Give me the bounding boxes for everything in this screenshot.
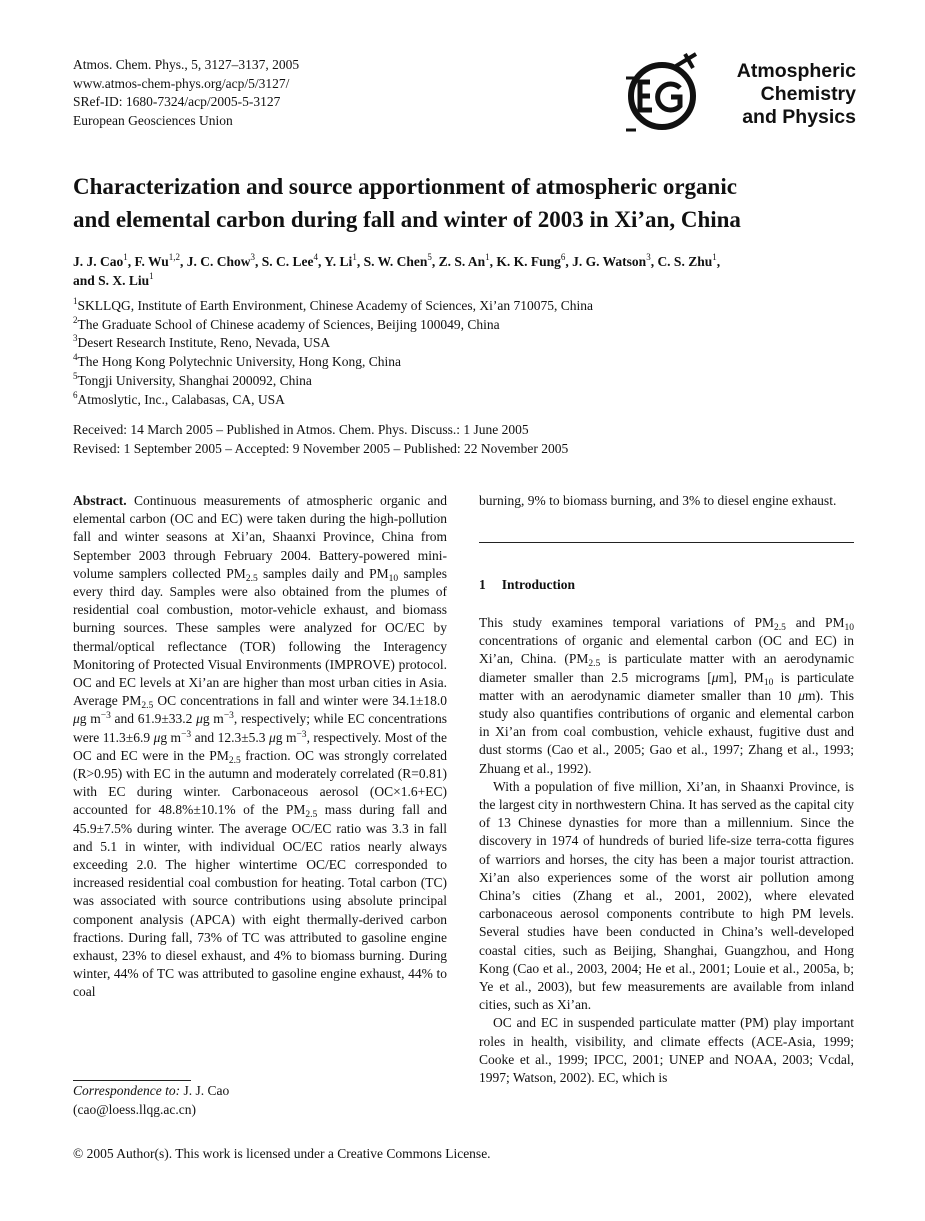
text: and PM bbox=[785, 615, 845, 630]
text: m], PM bbox=[718, 669, 764, 685]
author: Y. Li bbox=[324, 254, 353, 269]
logo-line-3: and Physics bbox=[742, 106, 856, 128]
journal-logo bbox=[624, 52, 856, 136]
affiliation-number: 6 bbox=[73, 389, 78, 400]
affiliation-number: 5 bbox=[73, 370, 78, 381]
abstract-text: Continuous measurements of atmospheric organic and elemental carbon (OC and EC) were taken during the high-pollution fall and winter seasons at Xi’an, Shaanxi Province, China from September 2003 through February 2004. Battery-powered mini-volume samplers collected PM bbox=[73, 493, 448, 581]
author: Z. S. An bbox=[438, 254, 486, 269]
affiliation-item bbox=[73, 391, 593, 410]
section-number: 1 bbox=[479, 577, 486, 592]
section-title: Introduction bbox=[501, 577, 576, 592]
text: is particulate matter with an aerodynamic diameter smaller than 2.5 micrograms [ bbox=[479, 651, 854, 685]
subscript: 2.5 bbox=[305, 810, 318, 821]
subscript: 2.5 bbox=[245, 573, 258, 584]
paper-title bbox=[73, 170, 873, 236]
unit: g m bbox=[275, 729, 297, 745]
unit: g m bbox=[202, 711, 224, 727]
affiliation-text: Atmoslytic, Inc., Calabasas, CA, USA bbox=[77, 391, 285, 407]
affiliation-text: Desert Research Institute, Reno, Nevada, USA bbox=[77, 335, 331, 351]
unit-mu: μ bbox=[798, 687, 806, 703]
unit-mu: μ bbox=[268, 729, 276, 745]
affiliation-text: Tongji University, Shanghai 200092, China bbox=[77, 372, 312, 388]
affiliation-item bbox=[73, 372, 593, 391]
paragraph: With a population of five million, Xi’an, in Shaanxi Province, is the largest city in northwestern China. It has served as the capital city of 13 Chinese dynasties for more than a millennium. Since the discovery in 1974 of hundreds of buried life-size terra-cotta figures of warriors and horses, the city has been a major tourist attraction. Xi’an also experiences some of the worst air pollution among China’s cities (Zhang et al., 2001, 2002), where elevated carbonaceous aerosol components contribute to high PM levels. Several studies have been conducted in China’s well-developed coastal cities, such as Beijing, Shanghai, Guangzhou, and Hong Kong (Cao et al., 2003, 2004; He et al., 2001; Louie et al., 2005a, b; Ye et al., 2003), but few measurements are available from inland cities, such as Xi’an. bbox=[479, 778, 855, 1013]
correspondence-label: Correspondence to: bbox=[73, 1083, 181, 1098]
journal-sref: SRef-ID: 1680-7324/acp/2005-5-3127 bbox=[73, 94, 281, 109]
superscript: −3 bbox=[223, 711, 234, 722]
abstract-text: samples every third day. Samples were also obtained from the plumes of residential coal combustion, motor-vehicle exhaust, and biomass burning sources. These samples were analyzed for OC/EC by thermal/optical reflectance (TOR) following the Interagency Monitoring of Protected Visual Environments (IMPROVE) protocol. OC and EC levels at Xi’an are higher than most urban cities in Asia. Average PM bbox=[73, 565, 447, 709]
subscript: 10 bbox=[763, 677, 774, 688]
logo-text bbox=[737, 60, 856, 129]
introduction-heading bbox=[479, 577, 575, 593]
affiliation-item bbox=[73, 353, 593, 372]
affiliation-number: 2 bbox=[73, 314, 78, 325]
abstract-text: and 61.9±33.2 bbox=[110, 711, 197, 727]
abstract-continued: burning, 9% to biomass burning, and 3% to diesel engine exhaust. bbox=[479, 493, 837, 508]
unit: g m bbox=[79, 711, 101, 727]
author-affiliation: 1,2 bbox=[168, 252, 181, 262]
footnote-divider bbox=[73, 1080, 191, 1081]
abstract-divider bbox=[479, 542, 854, 543]
title-line-1: Characterization and source apportionment of atmospheric organic bbox=[73, 174, 737, 199]
text: m). This study also quantifies contributions of organic and elemental carbon in Xi’an from coal combustion, vehicle exhaust, fugitive dust and dust storms (Cao et al., 2005; Gao et al., 1997; Zhang et al., 1993; Zhuang et al., 1992). bbox=[479, 687, 854, 776]
affiliation-text: The Graduate School of Chinese academy of Sciences, Beijing 100049, China bbox=[77, 316, 500, 332]
received-date: Received: 14 March 2005 – Published in Atmos. Chem. Phys. Discuss.: 1 June 2005 bbox=[73, 422, 529, 437]
author-affiliation: 1 bbox=[712, 252, 717, 262]
author-affiliation: 4 bbox=[313, 252, 319, 262]
affiliation-list bbox=[73, 297, 593, 409]
correspondence-email[interactable]: (cao@loess.llqg.ac.cn) bbox=[73, 1101, 197, 1117]
title-line-2: and elemental carbon during fall and winter of 2003 in Xi’an, China bbox=[73, 207, 741, 232]
affiliation-item bbox=[73, 316, 593, 335]
unit-mu: μ bbox=[73, 711, 80, 727]
affiliation-number: 1 bbox=[73, 296, 78, 306]
paragraph: OC and EC in suspended particulate matter (PM) play important roles in health, visibility, and climate effects (ACE-Asia, 1999; Cooke et al., 1999; IPCC, 2001; UNEP and NOAA, 2003; Vcdal, 1997; Watson, 2002). EC, which is bbox=[479, 1015, 854, 1086]
author-affiliation: 1 bbox=[352, 252, 357, 262]
author: S. W. Chen bbox=[363, 254, 428, 269]
introduction-body bbox=[479, 614, 854, 1087]
superscript: −3 bbox=[296, 729, 307, 740]
logo-line-2: Chemistry bbox=[760, 83, 856, 105]
abstract-text: , respectively; while EC concentrations were 11.3±6.9 bbox=[73, 711, 447, 745]
affiliation-item bbox=[73, 297, 593, 316]
unit-mu: μ bbox=[153, 729, 161, 745]
author-affiliation: 1 bbox=[485, 252, 490, 262]
journal-info bbox=[73, 56, 299, 130]
author-affiliation: 1 bbox=[149, 270, 154, 281]
affiliation-number: 4 bbox=[73, 352, 78, 363]
subscript: 2.5 bbox=[228, 755, 241, 766]
right-column bbox=[479, 492, 854, 510]
correspondence bbox=[73, 1082, 229, 1119]
text: concentrations of organic and elemental carbon (OC and EC) in Xi’an, China. (PM bbox=[479, 633, 854, 667]
journal-url[interactable]: www.atmos-chem-phys.org/acp/5/3127/ bbox=[73, 75, 290, 91]
text: is particulate matter with an aerodynamic diameter smaller than 10 bbox=[479, 669, 854, 703]
license-footer: © 2005 Author(s). This work is licensed under a Creative Commons License. bbox=[73, 1146, 491, 1161]
author-affiliation: 3 bbox=[250, 252, 256, 262]
author-affiliation: 3 bbox=[646, 252, 651, 262]
subscript: 2.5 bbox=[588, 659, 601, 670]
subscript: 10 bbox=[844, 623, 854, 633]
abstract-label: Abstract. bbox=[73, 493, 127, 508]
egu-logo-icon bbox=[624, 52, 704, 136]
publisher: European Geosciences Union bbox=[73, 112, 233, 128]
correspondence-name: J. J. Cao bbox=[180, 1083, 230, 1098]
superscript: −3 bbox=[100, 711, 111, 722]
abstract-text: and 12.3±5.3 bbox=[191, 729, 269, 745]
paragraph bbox=[479, 614, 854, 778]
author: J. C. Chow bbox=[186, 254, 251, 269]
revised-date: Revised: 1 September 2005 – Accepted: 9 November 2005 – Published: 22 November 2005 bbox=[73, 440, 569, 456]
author-affiliation: 1 bbox=[123, 252, 128, 262]
affiliation-text: The Hong Kong Polytechnic University, Hong Kong, China bbox=[77, 354, 401, 370]
abstract-text: , respectively. Most of the OC and EC were in the PM bbox=[73, 729, 447, 763]
unit: g m bbox=[160, 729, 182, 745]
publication-dates bbox=[73, 421, 568, 458]
journal-citation: Atmos. Chem. Phys., 5, 3127–3137, 2005 bbox=[73, 57, 300, 72]
author-list: J. J. Cao$^1$, F. Wu$^{1,2}$, J. C. Chow$^3$, S. C. Lee$^4$, Y. Li$^1$, S. W. Chen$^5$, Z. S. An$^1$, K. K. Fung$^6$, J. G. Watson$^3$, C. S. Zhu$^1$, and S. X. Liu$^1$ bbox=[73, 252, 721, 288]
affiliation-number: 3 bbox=[73, 333, 78, 344]
author: J. G. Watson bbox=[572, 254, 647, 269]
author: F. Wu bbox=[134, 254, 169, 269]
author: S. C. Lee bbox=[261, 254, 314, 269]
author-affiliation: 6 bbox=[560, 252, 566, 262]
logo-line-1: Atmospheric bbox=[736, 60, 856, 82]
abstract bbox=[73, 492, 447, 1002]
unit-mu: μ bbox=[711, 669, 719, 685]
author: and S. X. Liu bbox=[73, 272, 150, 288]
abstract-text: mass during fall and 45.9±7.5% during winter. The average OC/EC ratio was 3.3 in fall and 5.1 in winter, with individual OC/EC ratios nearly always exceeding 2.0. The higher wintertime OC/EC corresponded to increased residential coal combustion for heating. Total carbon (TC) was associated with source contributions using absolute principal component analysis (APCA) with eight thermally-derived carbon fractions. During fall, 73% of TC was attributed to gasoline engine exhaust, 23% to diesel exhaust, and 4% to biomass burning. During winter, 44% of TC was attributed to gasoline engine exhaust, 44% to coal bbox=[73, 802, 447, 1000]
author: J. J. Cao bbox=[73, 254, 124, 269]
abstract-text: fraction. OC was strongly correlated (R>0.95) with EC in the autumn and moderately correlated (R=0.81) with EC during winter. Carbonaceous aerosol (OC×1.6+EC) accounted for 48.8%±10.1% of the PM bbox=[73, 747, 448, 818]
abstract-text: samples daily and PM bbox=[257, 565, 389, 581]
affiliation-text: SKLLQG, Institute of Earth Environment, Chinese Academy of Sciences, Xi’an 710075, China bbox=[77, 298, 594, 313]
subscript: 10 bbox=[388, 573, 399, 584]
subscript: 2.5 bbox=[141, 701, 154, 712]
subscript: 2.5 bbox=[774, 623, 786, 633]
text: This study examines temporal variations of PM bbox=[479, 615, 775, 630]
abstract-text: OC concentrations in fall and winter were 34.1±18.0 bbox=[153, 693, 447, 709]
superscript: −3 bbox=[181, 729, 192, 740]
author-affiliation: 5 bbox=[427, 252, 432, 262]
unit-mu: μ bbox=[196, 711, 203, 727]
affiliation-item bbox=[73, 334, 593, 353]
author: C. S. Zhu bbox=[657, 254, 713, 269]
author: K. K. Fung bbox=[496, 254, 561, 269]
